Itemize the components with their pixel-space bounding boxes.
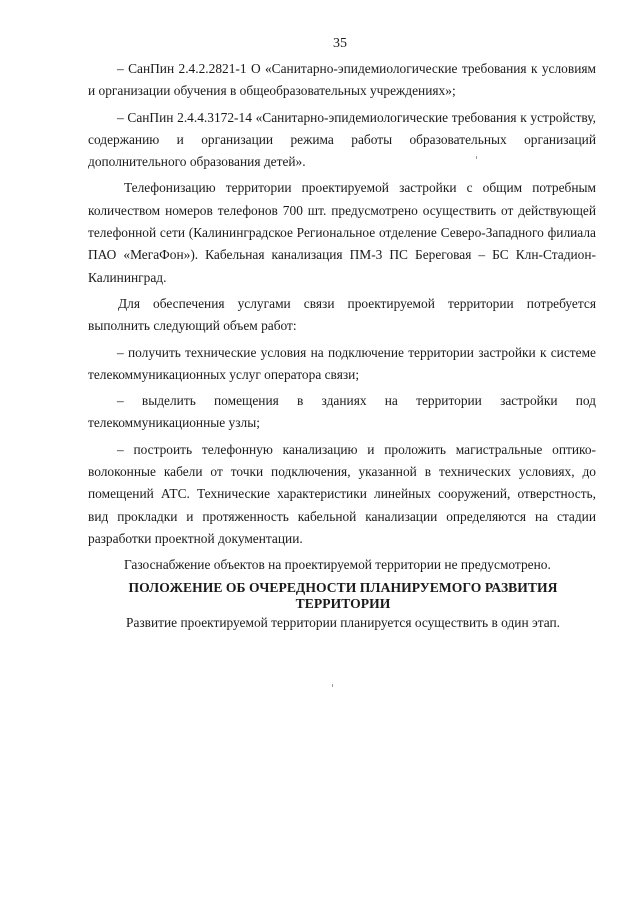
scan-artifact: [476, 156, 477, 159]
paragraph-sanpin-2: – СанПин 2.4.4.3172-14 «Санитарно-эпидемиологические требования к устройству, содержанию и организации режима работы образовательных организаций дополнительного образования детей».: [88, 109, 596, 170]
page-number: 35: [333, 36, 347, 51]
paragraph-gas-supply: Газоснабжение объектов на проектируемой территории не предусмотрено.: [124, 557, 551, 573]
list-item-allocate-rooms: – выделить помещения в зданиях на территории застройки под телекоммуникационные узлы;: [88, 393, 596, 431]
document-body: [88, 58, 596, 577]
paragraph-sanpin-1: – СанПин 2.4.2.2821-1 О «Санитарно-эпидемиологические требования к условиям и организации обучения в общеобразовательных учреждениях»;: [88, 61, 596, 99]
section-heading: ПОЛОЖЕНИЕ ОБ ОЧЕРЕДНОСТИ ПЛАНИРУЕМОГО РАЗВИТИЯ ТЕРРИТОРИИ: [128, 580, 558, 611]
paragraph-telephony: Телефонизацию территории проектируемой застройки с общим потребным количеством номеров телефонов 700 шт. предусмотрено осуществить от действующей телефонной сети (Калининградское Региональное отделение Северо-Западного филиала ПАО «МегаФон»). Кабельная канализация ПМ-3 ПС Береговая – БС Клн-Стадион-Калининград.: [88, 180, 596, 285]
list-item-build-canalization: – построить телефонную канализацию и проложить магистральные оптико-волоконные кабели от точки подключения, указанной в технических условиях, до помещений АТС. Технические характеристики линейных сооружений, отверстность, вид прокладки и протяженность кабельной канализации определяются на стадии разработки проектной документации.: [88, 441, 596, 546]
paragraph-development-stage: Развитие проектируемой территории планируется осуществить в один этап.: [126, 615, 561, 630]
scan-artifact: [332, 684, 333, 687]
list-item-get-conditions: – получить технические условия на подключение территории застройки к системе телекоммуникационных услуг оператора связи;: [88, 344, 596, 382]
paragraph-communication-works: Для обеспечения услугами связи проектируемой территории потребуется выполнить следующий объем работ:: [88, 295, 596, 334]
